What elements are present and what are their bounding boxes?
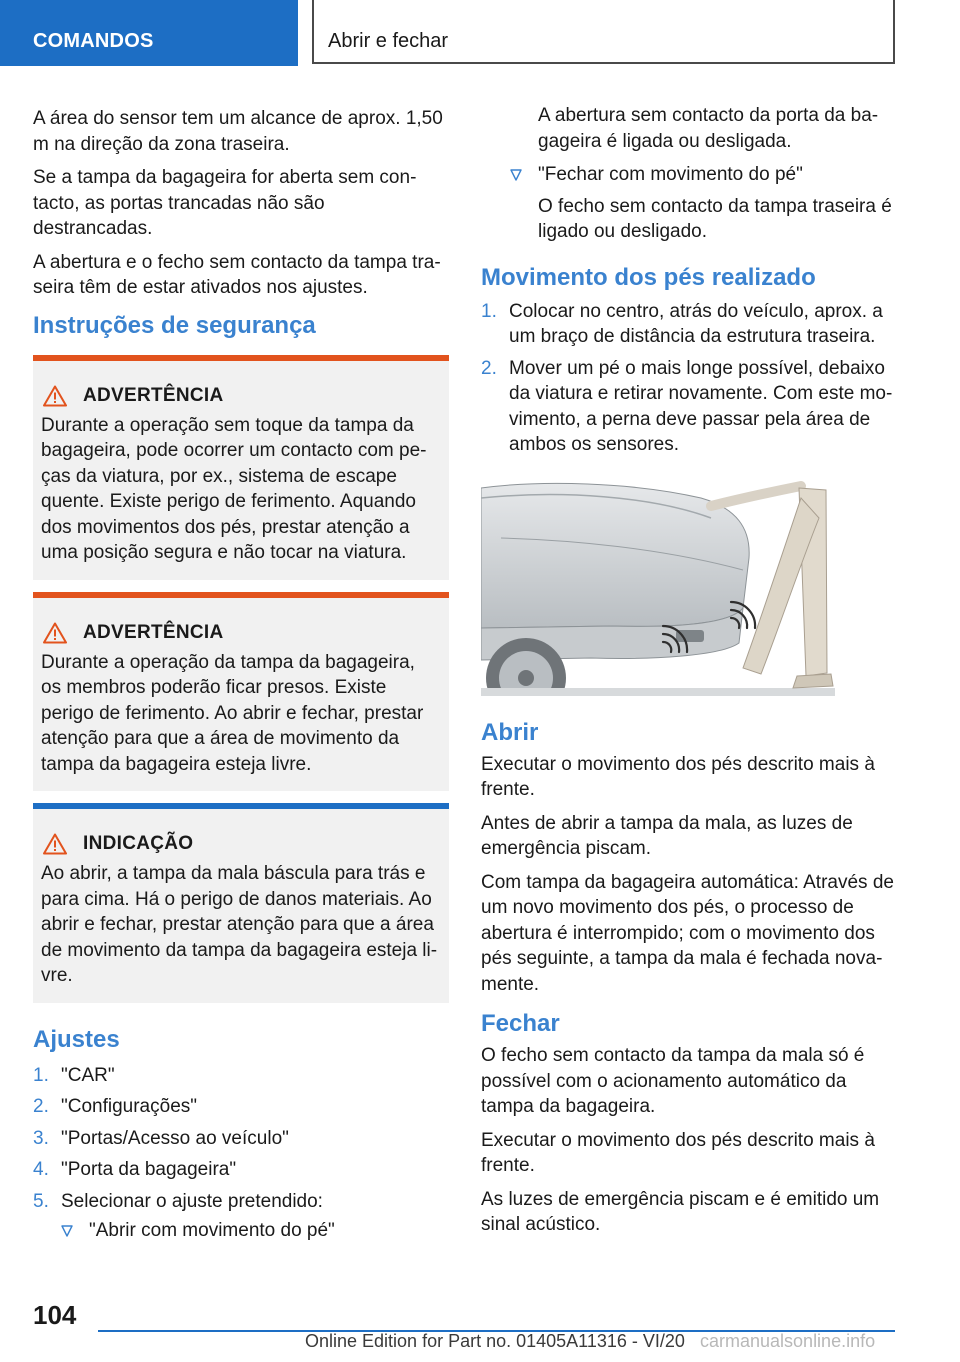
list-item: 3. "Portas/Acesso ao veículo" xyxy=(33,1127,289,1149)
list-item: 2. Mover um pé o mais longe possível, debaixo da viatura e retirar novamente. Com este movimento, a perna deve passar pela área de ambos os sensores. xyxy=(481,357,893,455)
sub-option-label: "Abrir com movimento do pé" xyxy=(89,1220,335,1241)
section-tab: COMANDOS xyxy=(0,0,298,66)
left-column xyxy=(33,106,449,1250)
sub-option-label: "Fechar com movimento do pé" xyxy=(538,164,803,185)
warning-text: Durante a operação da tampa da bagageira, os membros poderão ficar presos. Existe perigo de ferimento. Ao abrir e fechar, prestar atenção para que a área de movimento da tampa da bagageira esteja livre. xyxy=(41,651,424,775)
close-paragraph: As luzes de emergência piscam e é emitido um sinal acústico. xyxy=(481,1188,880,1235)
note-text: Ao abrir, a tampa da mala báscula para trás e para cima. Há o perigo de danos materiais. Ao abrir e fechar, prestar atenção para que a área de movimento da tampa da bagageira esteja livre. xyxy=(41,863,438,986)
sub-option-description: O fecho sem contacto da tampa traseira é ligado ou desligado. xyxy=(538,195,892,242)
foot-gesture-illustration xyxy=(481,478,835,696)
page-number: 104 xyxy=(33,1300,77,1330)
warning-box xyxy=(33,355,449,580)
list-item: 5. Selecionar o ajuste pretendido: "Abrir com movimento do pé" xyxy=(33,1189,449,1244)
open-paragraph: Com tampa da bagageira automática: Através de um novo movimento dos pés, o processo de abertura é interrompido; com o movimento dos pés seguinte, a tampa da mala é fechada novamente. xyxy=(481,871,894,995)
sub-options xyxy=(61,1218,449,1244)
movement-steps xyxy=(481,299,897,458)
right-column xyxy=(481,103,897,1246)
triangle-bullet-icon xyxy=(510,169,522,181)
open-paragraph: Antes de abrir a tampa da mala, as luzes de emergência piscam. xyxy=(481,812,853,859)
page-header xyxy=(0,0,960,66)
open-paragraph: Executar o movimento dos pés descrito mais à frente. xyxy=(481,753,875,800)
safety-heading: Instruções de segurança xyxy=(33,311,316,339)
list-item: 1. "CAR" xyxy=(33,1064,115,1086)
warning-title: ADVERTÊNCIA xyxy=(83,621,224,643)
intro-paragraph: A área do sensor tem um alcance de aprox. 1,50 m na direção da zona traseira. xyxy=(33,108,443,155)
movement-heading: Movimento dos pés realizado xyxy=(481,263,816,291)
settings-steps xyxy=(33,1063,449,1244)
close-paragraph: Executar o movimento dos pés descrito mais à frente. xyxy=(481,1129,875,1176)
close-paragraph: O fecho sem contacto da tampa da mala só é possível com o acionamento automático da tampa da bagageira. xyxy=(481,1045,865,1117)
list-item: 1. Colocar no centro, atrás do veículo, aprox. a um braço de distância da estrutura traseira. xyxy=(481,300,883,347)
list-item xyxy=(61,1218,449,1244)
note-title: INDICAÇÃO xyxy=(83,833,194,854)
warning-text: Durante a operação sem toque da tampa da bagageira, pode ocorrer um contacto com peças da viatura, por ex., sistema de escape quente. Existe perigo de ferimento. Aquando dos movimentos dos pés, prestar atenção a uma posição segura e não tocar na viatura. xyxy=(41,414,427,563)
warning-triangle-icon xyxy=(43,833,67,855)
triangle-bullet-icon xyxy=(61,1225,73,1237)
close-heading: Fechar xyxy=(481,1010,560,1037)
warning-triangle-icon xyxy=(43,385,67,407)
intro-paragraph: Se a tampa da bagageira for aberta sem contacto, as portas trancadas não são destrancadas. xyxy=(33,167,417,239)
list-item: 2. "Configurações" xyxy=(33,1096,198,1117)
open-heading: Abrir xyxy=(481,718,539,746)
warning-triangle-icon xyxy=(43,622,67,644)
note-box xyxy=(33,803,449,1003)
sub-options xyxy=(510,162,897,188)
warning-box xyxy=(33,592,449,792)
watermark-text: carmanualsonline.info xyxy=(700,1331,876,1351)
settings-heading: Ajustes xyxy=(33,1025,120,1053)
chapter-title: Abrir e fechar xyxy=(312,0,895,64)
warning-title: ADVERTÊNCIA xyxy=(83,384,224,406)
intro-paragraph: A abertura e o fecho sem contacto da tampa traseira têm de estar ativados nos ajustes. xyxy=(33,251,441,298)
sub-option-description: A abertura sem contacto da porta da bagageira é ligada ou desligada. xyxy=(538,105,879,152)
list-item xyxy=(510,162,897,188)
edition-text: Online Edition for Part no. 01405A11316 - VI/20 xyxy=(305,1331,685,1351)
list-item: 4. "Porta da bagageira" xyxy=(33,1159,237,1180)
